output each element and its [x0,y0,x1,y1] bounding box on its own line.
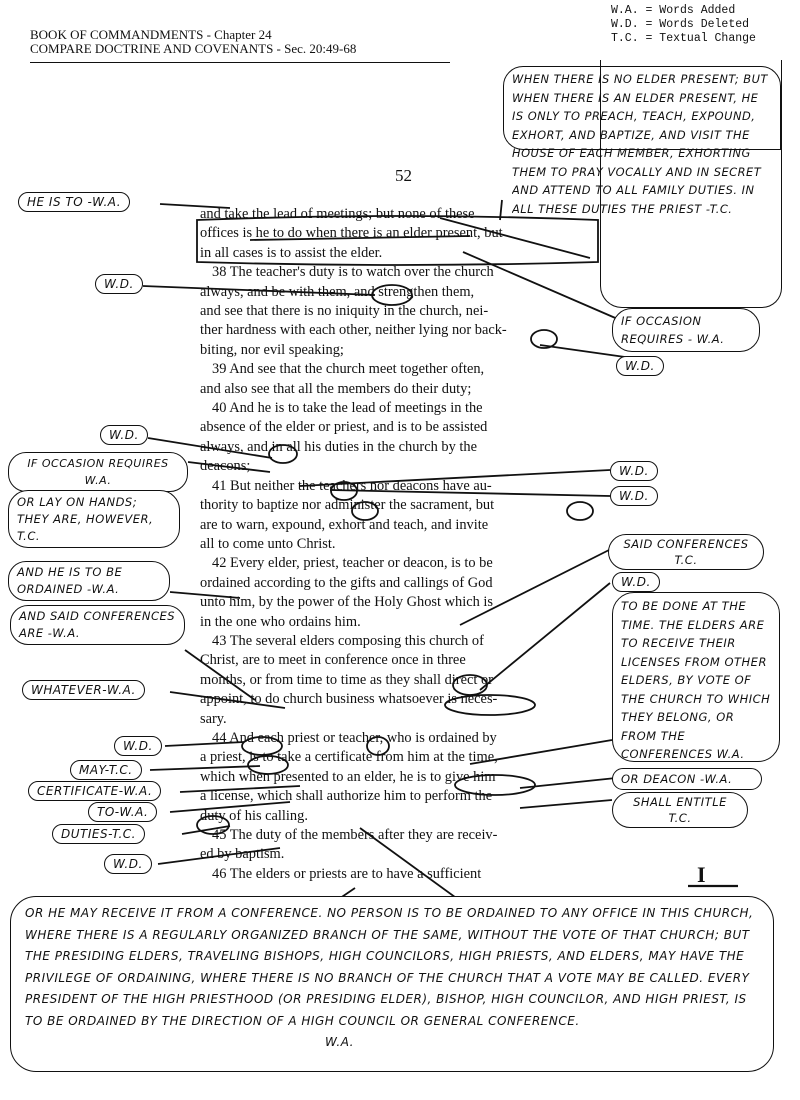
deletion-circle [352,502,378,520]
annotation-words-deleted: W.D. [95,274,143,294]
page-line: deacons; [200,458,251,475]
deletion-circle [445,695,535,715]
page-line: always, and in all his duties in the church by the [200,438,477,455]
connector-line [300,470,610,486]
header-line-2: COMPARE DOCTRINE AND COVENANTS - Sec. 20:49-68 [30,41,357,56]
page-line: and take the lead of meetings; but none of these [200,206,475,222]
connector-line [170,692,285,708]
page-line: all to come unto Christ. [200,535,336,552]
connector-line [470,740,612,764]
page-line: in all cases is to assist the elder. [200,244,383,261]
annotation-duties: DUTIES-T.C. [52,824,145,844]
annotation-words-deleted: W.D. [610,486,658,506]
page-line: and see that there is no iniquity in the church, nei- [200,303,489,320]
deletion-circle [269,445,297,463]
connector-line [188,462,270,472]
connector-line [460,548,613,625]
annotation-words-deleted: W.D. [104,854,152,874]
connector-line [170,802,290,812]
annotation-and-he-is-to-be-ordained: AND HE IS TO BE ORDAINED -W.A. [8,561,170,601]
page-line: 38 The teacher's duty is to watch over the church [212,264,494,281]
deletion-circle [242,737,282,755]
deletion-circle [455,775,535,795]
annotation-words-deleted: W.D. [114,736,162,756]
page-line: ther hardness with each other, neither lying nor back- [200,322,507,339]
page-line: duty of his calling. [200,807,308,824]
connector-line [143,286,375,295]
connector-line [480,583,610,690]
page-line: months, or from time to time as they shall direct or [200,671,493,688]
connector-line [180,786,300,792]
annotation-if-occasion-left: IF OCCASION REQUIRES W.A. [8,452,188,492]
page-line: offices is he to do when there is an elder present, but [200,225,503,242]
annotation-right-top-text: WHEN THERE IS NO ELDER PRESENT; BUT WHEN THERE IS AN ELDER PRESENT, HE IS ONLY TO PREACH, TEACH, EXPOUND, EXHORT, AND BAPTIZE, AND VISIT THE HOUSE OF EACH MEMBER, EXHORTING THEM TO PRAY VOCALLY AND IN SECRET AND ATTEND TO ALL FAMILY DUTIES. IN ALL THESE DUTIES THE PRIEST -T.C. [512,72,768,216]
page-line: sary. [200,710,227,727]
annotation-if-occasion-right: IF OCCASION REQUIRES - W.A. [612,308,760,352]
annotation-whatever: WHATEVER-W.A. [22,680,145,700]
strike-line [250,236,470,240]
connector-line [165,742,244,746]
annotation-or-lay-on-hands: OR LAY ON HANDS; THEY ARE, HOWEVER, T.C. [8,490,180,548]
page-line: absence of the elder or priest, and is to be assisted [200,419,488,436]
deletion-circle [367,737,389,755]
page-line: Christ, are to meet in conference once in three [200,652,466,669]
page-line: in the one who ordains him. [200,613,361,630]
page-line: unto him, by the power of the Holy Ghost which is [200,594,493,611]
page-line: 41 But neither the teachers nor deacons have au- [212,477,492,494]
page-line: 44 And each priest or teacher, who is ordained by [212,729,497,746]
header-line-1: BOOK OF COMMANDMENTS - Chapter 24 [30,27,272,42]
page-line: a priest, is to take a certificate from him at the time, [200,749,498,766]
annotation-he-is-to: HE IS TO -W.A. [18,192,130,212]
deletion-circle [372,285,412,305]
annotation-bottom-tag: W.A. [325,1035,354,1049]
page-line: 46 The elders or priests are to have a sufficient [212,865,482,882]
annotation-may: MAY-T.C. [70,760,142,780]
annotation-said-conferences: SAID CONFERENCES T.C. [608,534,764,570]
annotation-certificate: CERTIFICATE-W.A. [28,781,161,801]
page-line: 45 The duty of the members after they are receiv- [212,827,498,843]
page-line: are to warn, expound, exhort and teach, and invite [200,516,489,533]
connector-line [158,848,280,864]
annotation-bottom-text: OR HE MAY RECEIVE IT FROM A CONFERENCE. NO PERSON IS TO BE ORDAINED TO ANY OFFICE IN THIS CHURCH, WHERE THERE IS A REGULARLY ORGANIZED BRANCH OF THE SAME, WITHOUT THE VOTE OF THAT CHURCH; BUT THE PRESIDING ELDERS, TRAVELING BISHOPS, HIGH COUNCILORS, HIGH PRIESTS, AND ELDERS, MAY HAVE THE PRIVILEGE OF ORDAINING, WHERE THERE IS NO BRANCH OF THE CHURCH THAT A VOTE MAY BE CALLED. EVERY PRESIDENT OF THE HIGH PRIESTHOOD (OR PRESIDING ELDER), BISHOP, HIGH COUNCILOR, AND HIGH PRIEST, IS TO BE ORDAINED BY THE DIRECTION OF A HIGH COUNCIL OR GENERAL CONFERENCE. [25,906,754,1028]
annotation-words-deleted: W.D. [612,572,660,592]
page-line: always, and be with them, and strengthen them, [200,283,475,300]
page-number: 52 [395,166,412,185]
annotation-words-deleted: W.D. [616,356,664,376]
page-line: ed by baptism. [200,846,285,863]
page-line: 42 Every elder, priest, teacher or deacon, is to be [212,555,493,572]
page-line: 39 And see that the church meet together often, [212,361,485,378]
deletion-circle [567,502,593,520]
connector-line [520,800,612,808]
deletion-circle [453,675,487,695]
page-line: biting, nor evil speaking; [200,341,344,358]
deletion-circle [197,816,229,834]
annotation-shall-entitle: SHALL ENTITLE T.C. [612,792,748,828]
page-line: appoint, to do church business whatsoever is neces- [200,691,498,708]
legend-textual-change: T.C. = Textual Change [611,32,756,45]
page-line: 43 The several elders composing this church of [212,632,484,649]
legend-words-deleted: W.D. = Words Deleted [611,18,750,31]
page-line: a license, which shall authorize him to perform the [200,788,493,805]
annotation-to: TO-W.A. [88,802,157,822]
connector-line [160,204,230,208]
deletion-circle [248,756,288,774]
page-line: ordained according to the gifts and callings of God [200,574,493,591]
connector-line [540,345,625,357]
legend-words-added: W.A. = Words Added [611,4,736,17]
page-line: thority to baptize nor administer the sacrament, but [200,497,495,514]
annotation-words-deleted: W.D. [100,425,148,445]
connector-line [330,490,610,496]
connector-line [185,650,255,700]
page-line: and also see that all the members do their duty; [200,380,472,397]
page-line: 40 And he is to take the lead of meetings in the [212,400,483,417]
annotation-words-deleted: W.D. [610,461,658,481]
annotation-to-be-done: TO BE DONE AT THE TIME. THE ELDERS ARE TO RECEIVE THEIR LICENSES FROM OTHER ELDERS, BY VOTE OF THE CHURCH TO WHICH THEY BELONG, OR FROM THE CONFERENCES W.A. [612,592,780,762]
annotation-and-said-conferences: AND SAID CONFERENCES ARE -W.A. [10,605,185,645]
connector-line [170,592,240,598]
annotation-or-deacon: OR DEACON -W.A. [612,768,762,790]
annotation-bottom-paragraph [10,896,774,1072]
connector-line [150,766,260,770]
roman-numeral: I [697,862,706,887]
page-line: which when presented to an elder, he is to give him [200,768,496,785]
